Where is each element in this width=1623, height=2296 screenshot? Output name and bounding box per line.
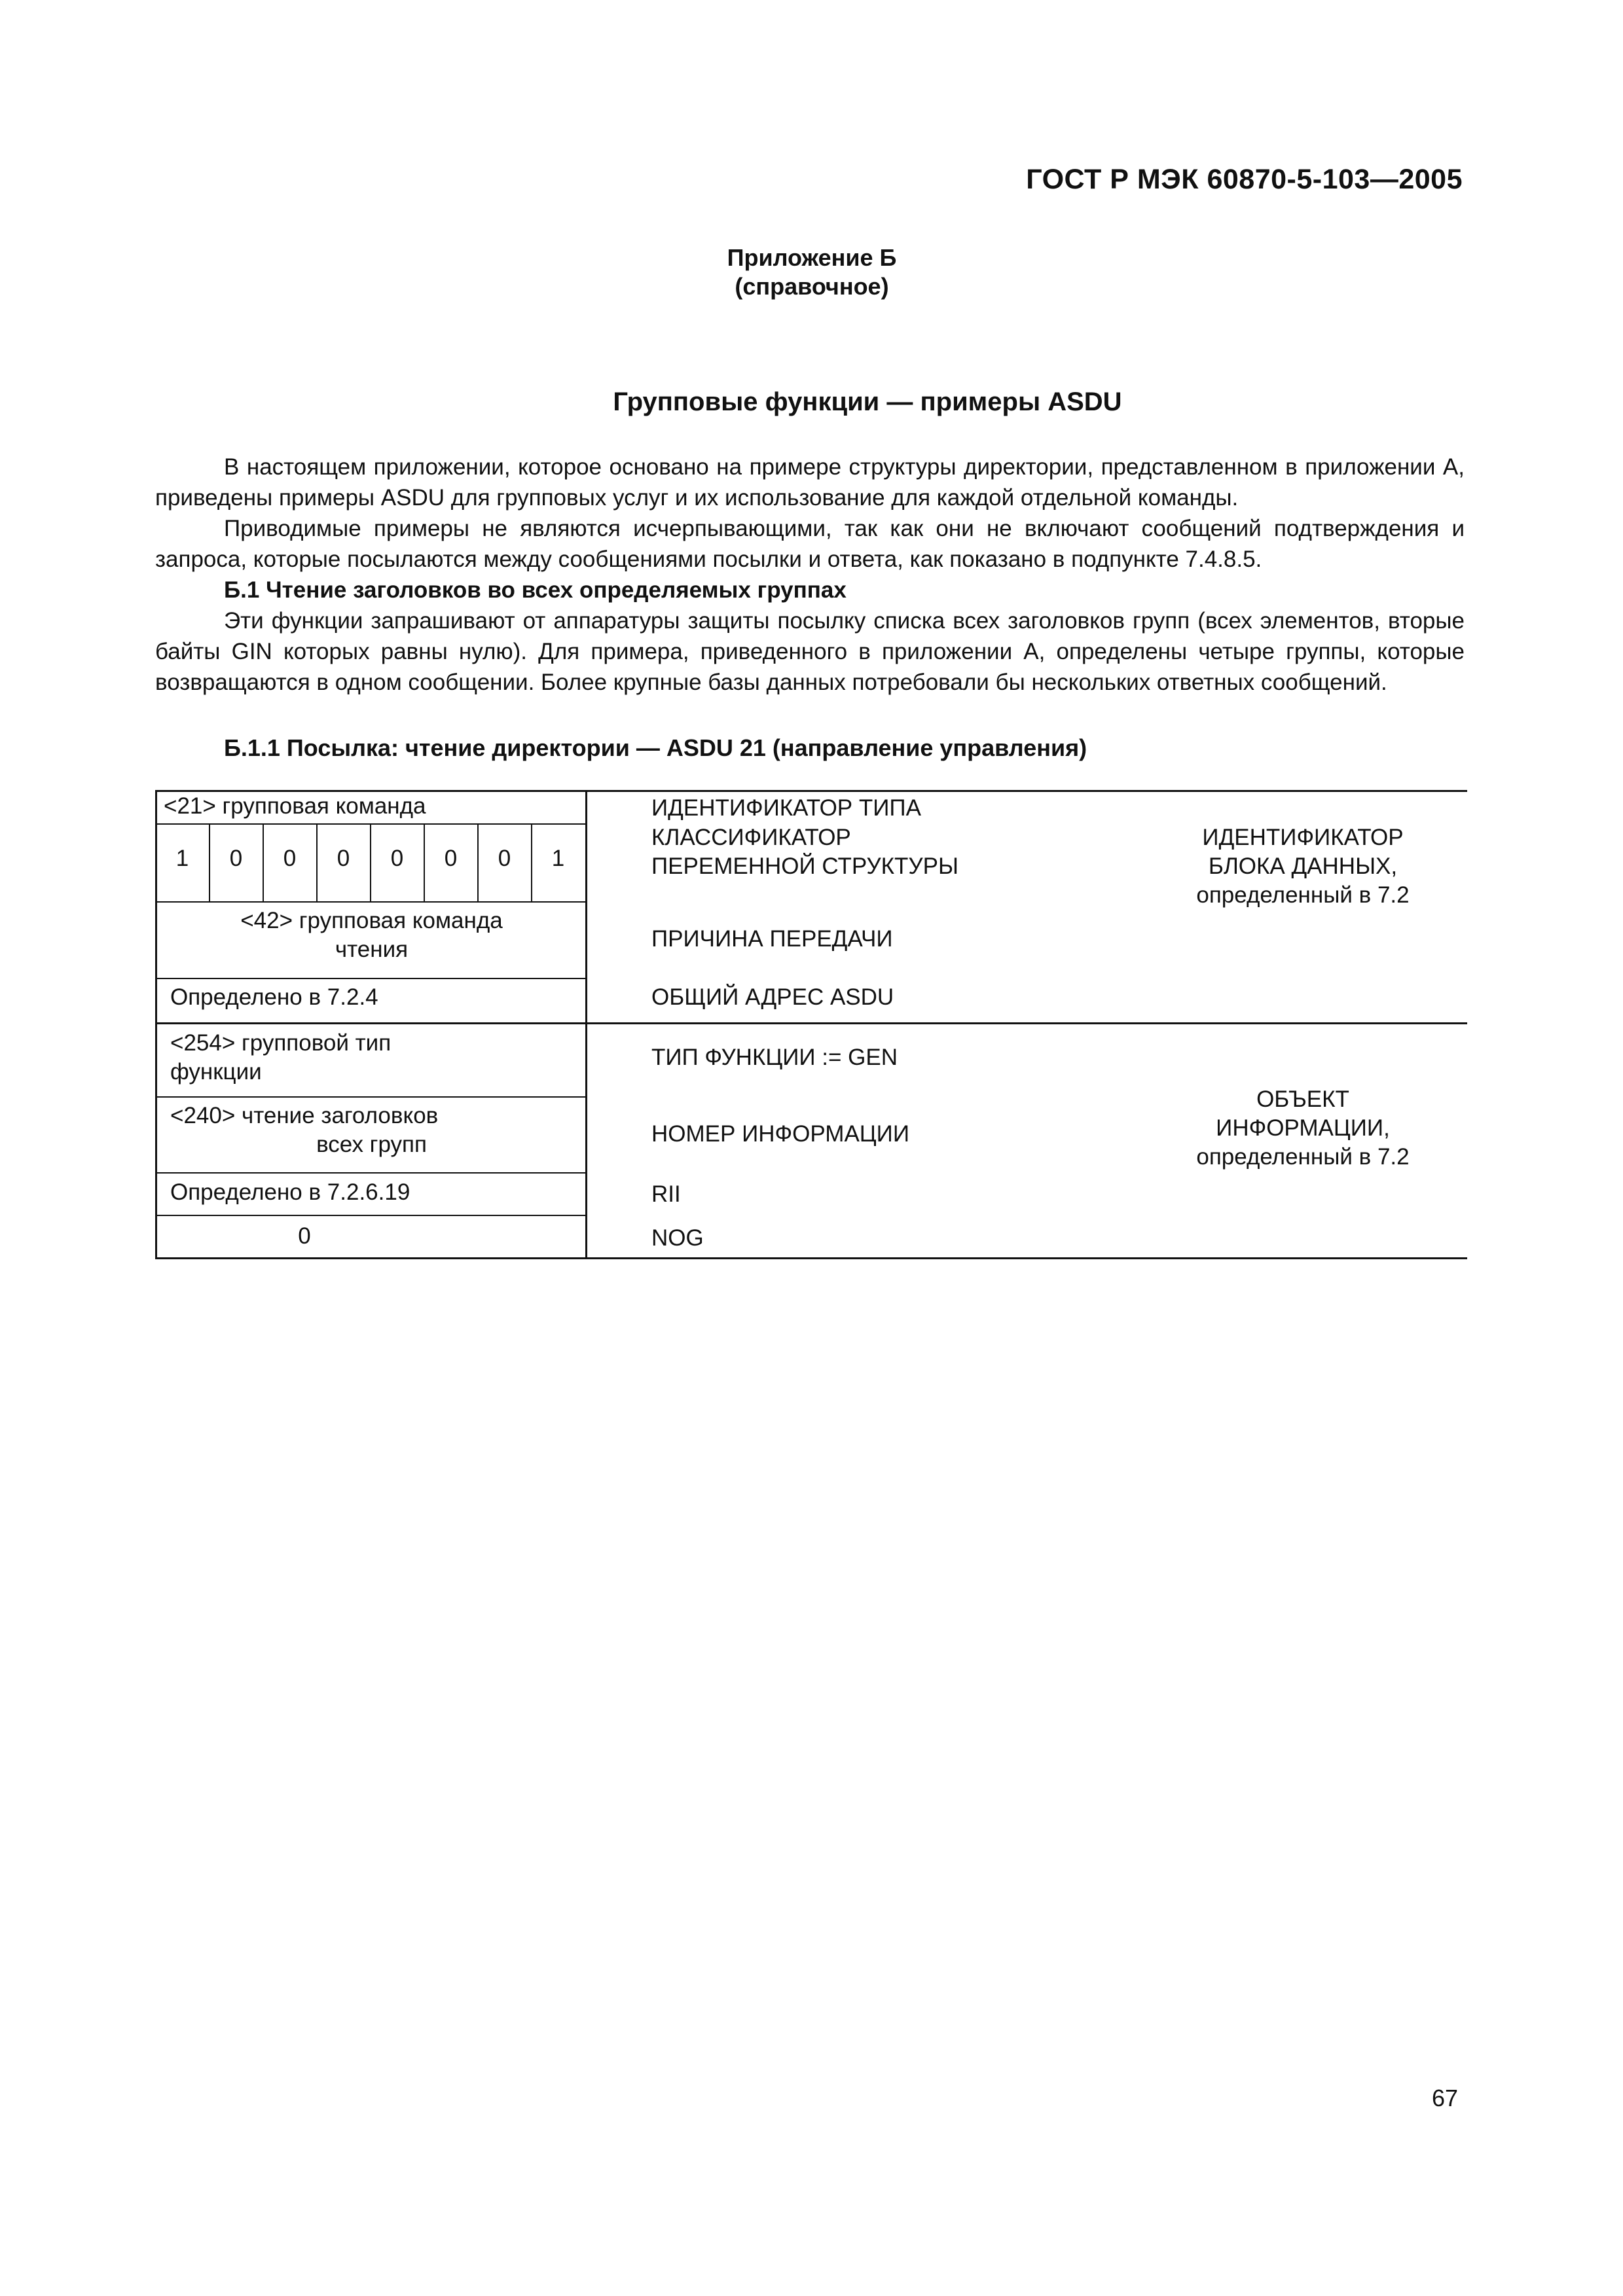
body-text	[155, 452, 1465, 698]
annex-subtitle: (справочное)	[735, 273, 889, 300]
paragraph-examples: Приводимые примеры не являются исчерпывающими, так как они не включают сообщений подтверждения и запроса, которые посылаются между сообщениями посылки и ответа, как показано в подпункте 7.4.8.5.	[155, 516, 1465, 572]
information-object-line2: ИНФОРМАЦИИ,	[1216, 1115, 1390, 1141]
read-headers-line1: <240> чтение заголовков	[170, 1103, 439, 1128]
cell-classifier	[651, 823, 958, 881]
section-title: Групповые функции — примеры ASDU	[613, 387, 1122, 416]
information-object-label	[1139, 1085, 1467, 1172]
bit-value: 1	[175, 846, 189, 871]
information-object-line1: ОБЪЕКТ	[1256, 1086, 1349, 1112]
cell-defined-7-2-4: Определено в 7.2.4	[170, 984, 378, 1010]
cell-defined-7-2-6-19: Определено в 7.2.6.19	[170, 1179, 410, 1205]
read-command-line2: чтения	[335, 937, 409, 962]
row-line	[155, 1172, 587, 1174]
cell-read-headers	[157, 1102, 586, 1159]
bit-value: 0	[390, 846, 404, 871]
data-unit-identifier-line1: ИДЕНТИФИКАТОР	[1202, 825, 1404, 850]
read-headers-line2: всех групп	[316, 1132, 427, 1157]
cell-function-type	[170, 1029, 391, 1086]
data-unit-identifier-label	[1139, 823, 1467, 910]
column-divider-line	[585, 790, 587, 1259]
cell-information-number: НОМЕР ИНФОРМАЦИИ	[651, 1121, 909, 1147]
bit-value: 0	[337, 846, 350, 871]
standard-code: ГОСТ Р МЭК 60870-5-103—2005	[1026, 164, 1463, 195]
cell-nog-value: 0	[298, 1223, 311, 1249]
classifier-line: КЛАССИФИКАТОР	[651, 825, 851, 850]
data-unit-identifier-line2: БЛОКА ДАННЫХ,	[1208, 853, 1398, 879]
page-number: 67	[1431, 2085, 1458, 2111]
variable-structure-line: ПЕРЕМЕННОЙ СТРУКТУРЫ	[651, 853, 958, 879]
row-line	[155, 1096, 587, 1098]
bit-value: 0	[444, 846, 458, 871]
paragraph-functions: Эти функции запрашивают от аппаратуры защиты посылку списка всех заголовков групп (всех элементов, вторые байты GIN которых равны нулю). Для примера, приведенного в приложении А, определены четыре группы, которые возвращаются в одном сообщении. Более крупные базы данных потребовали бы нескольких ответных сообщений.	[155, 608, 1465, 695]
row-line	[155, 978, 587, 979]
row-line	[155, 901, 587, 903]
row-line	[155, 1215, 587, 1216]
data-unit-identifier-line3: определенный в 7.2	[1196, 882, 1410, 908]
cell-common-address: ОБЩИЙ АДРЕС ASDU	[651, 984, 894, 1010]
cell-rii: RII	[651, 1181, 681, 1207]
bit-value: 0	[498, 846, 511, 871]
information-object-line3: определенный в 7.2	[1196, 1144, 1410, 1170]
bit-value: 1	[551, 846, 565, 871]
cell-type-id: ИДЕНТИФИКАТОР ТИПА	[651, 795, 921, 821]
annex-title: Приложение Б	[727, 244, 897, 271]
cell-nog: NOG	[651, 1225, 704, 1251]
function-type-line1: <254> групповой тип	[170, 1030, 392, 1056]
cell-read-command	[157, 906, 586, 964]
table-bottom-line	[155, 1257, 1467, 1259]
subsection-heading-b1: Б.1 Чтение заголовков во всех определяемых группах	[224, 577, 847, 603]
annex-heading	[648, 243, 976, 301]
cell-group-command: <21> групповая команда	[164, 793, 426, 819]
bit-value: 0	[283, 846, 297, 871]
read-command-line1: <42> групповая команда	[240, 908, 503, 933]
function-type-line2: функции	[170, 1059, 262, 1085]
table-caption: Б.1.1 Посылка: чтение директории — ASDU 21 (направление управления)	[224, 734, 1087, 761]
row-line	[155, 823, 587, 825]
block-divider-line	[155, 1022, 1467, 1024]
paragraph-intro: В настоящем приложении, которое основано на примере структуры директории, представленном в приложении А, приведены примеры ASDU для групповых услуг и их использование для каждой отдельной команды.	[155, 454, 1465, 511]
bit-value: 0	[229, 846, 243, 871]
cell-cause-of-transmission: ПРИЧИНА ПЕРЕДАЧИ	[651, 926, 893, 952]
cell-function-type-gen: ТИП ФУНКЦИИ := GEN	[651, 1045, 898, 1070]
